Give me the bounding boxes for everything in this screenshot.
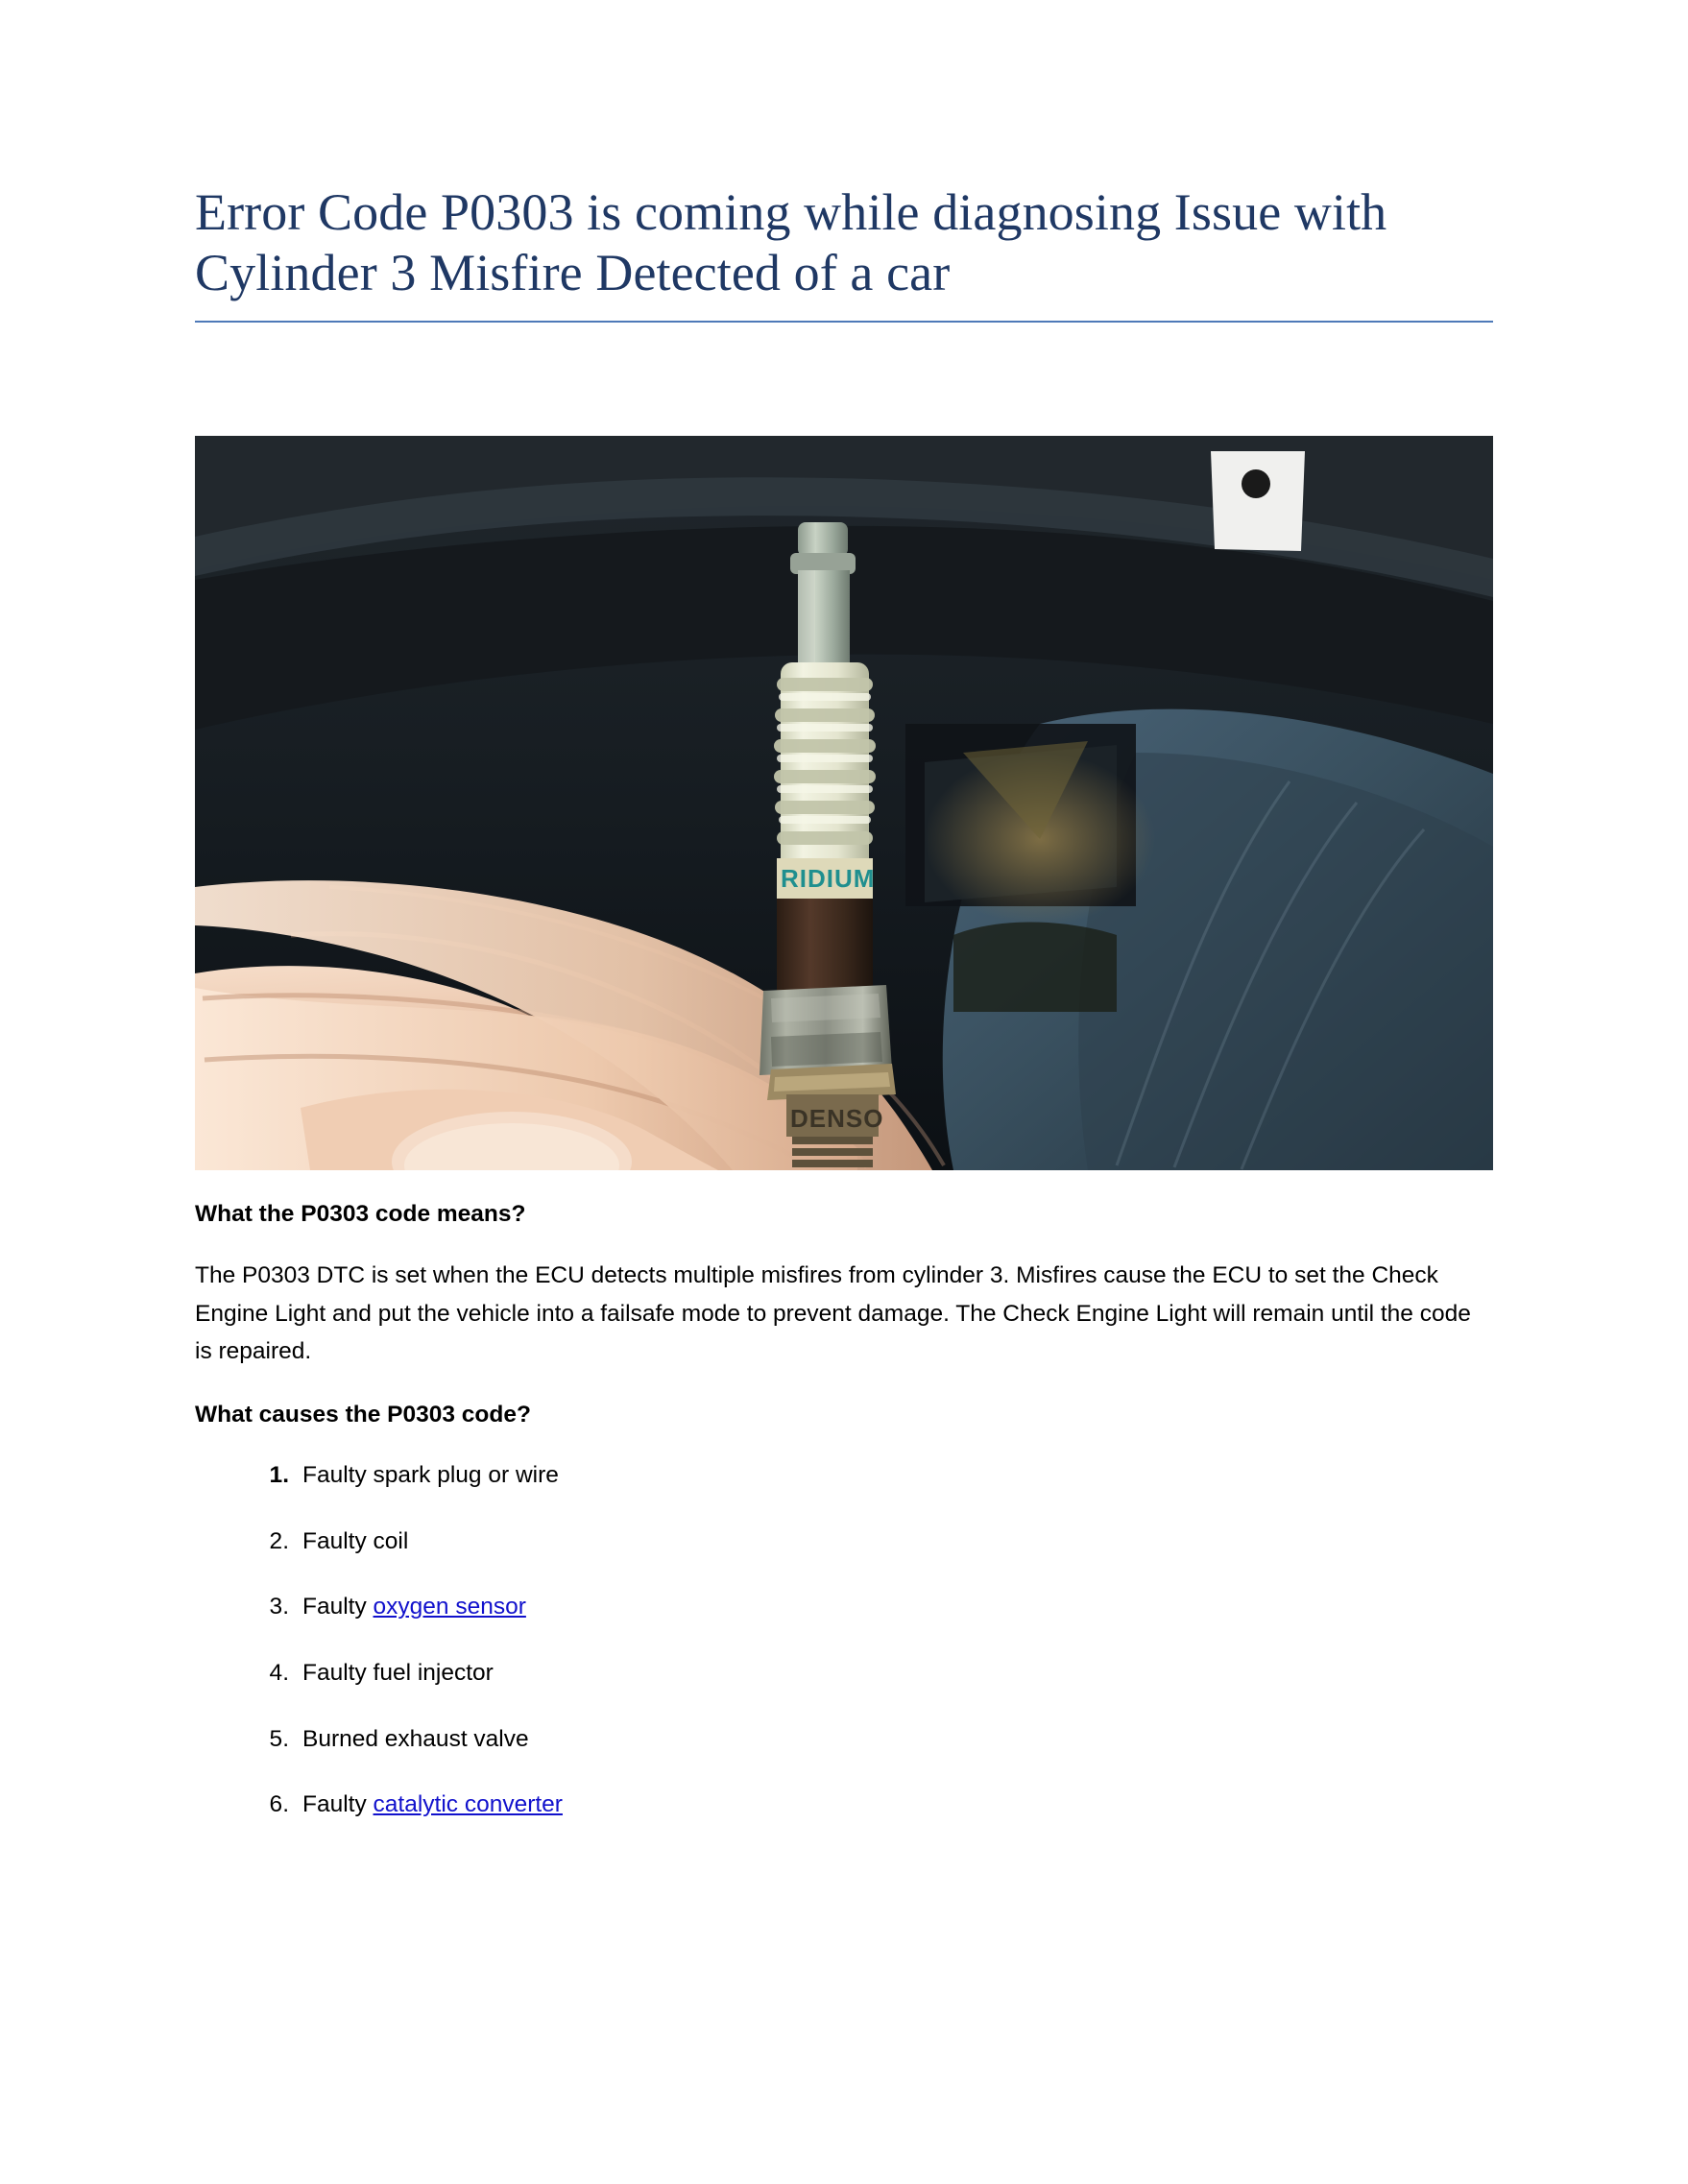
list-item: [302, 1788, 1493, 1822]
svg-text:RIDIUM: RIDIUM: [781, 864, 876, 894]
list-item: [302, 1722, 1493, 1757]
list-item-prefix: Faulty: [302, 1791, 374, 1818]
list-item-label: Faulty fuel injector: [302, 1659, 494, 1686]
causes-list: [195, 1458, 1493, 1821]
list-item-label: Faulty spark plug or wire: [302, 1462, 559, 1489]
list-item-label: Burned exhaust valve: [302, 1725, 529, 1752]
section-heading-causes: What causes the P0303 code?: [195, 1401, 531, 1428]
svg-text:DENSO: DENSO: [790, 1104, 884, 1134]
section-heading-meaning: What the P0303 code means?: [195, 1201, 526, 1228]
list-item: [302, 1590, 1493, 1624]
section-paragraph-meaning: The P0303 DTC is set when the ECU detects multiple misfires from cylinder 3. Misfires cause the ECU to set the Check Engine Light and put the vehicle into a failsafe mode to prevent damage. The Check Engine Light will remain until the code is repaired.: [195, 1261, 1471, 1365]
list-item: [302, 1656, 1493, 1691]
list-item-prefix: Faulty: [302, 1594, 374, 1620]
document-content: [195, 182, 1493, 1854]
list-item-label: Faulty coil: [302, 1527, 409, 1554]
list-item: [302, 1524, 1493, 1559]
link-oxygen-sensor[interactable]: oxygen sensor: [373, 1594, 526, 1620]
link-catalytic-converter[interactable]: catalytic converter: [373, 1791, 563, 1818]
spark-plug-photo: [195, 436, 1493, 1170]
page-title: Error Code P0303 is coming while diagnosing Issue with Cylinder 3 Misfire Detected of a car: [195, 182, 1493, 323]
list-item: [302, 1458, 1493, 1493]
